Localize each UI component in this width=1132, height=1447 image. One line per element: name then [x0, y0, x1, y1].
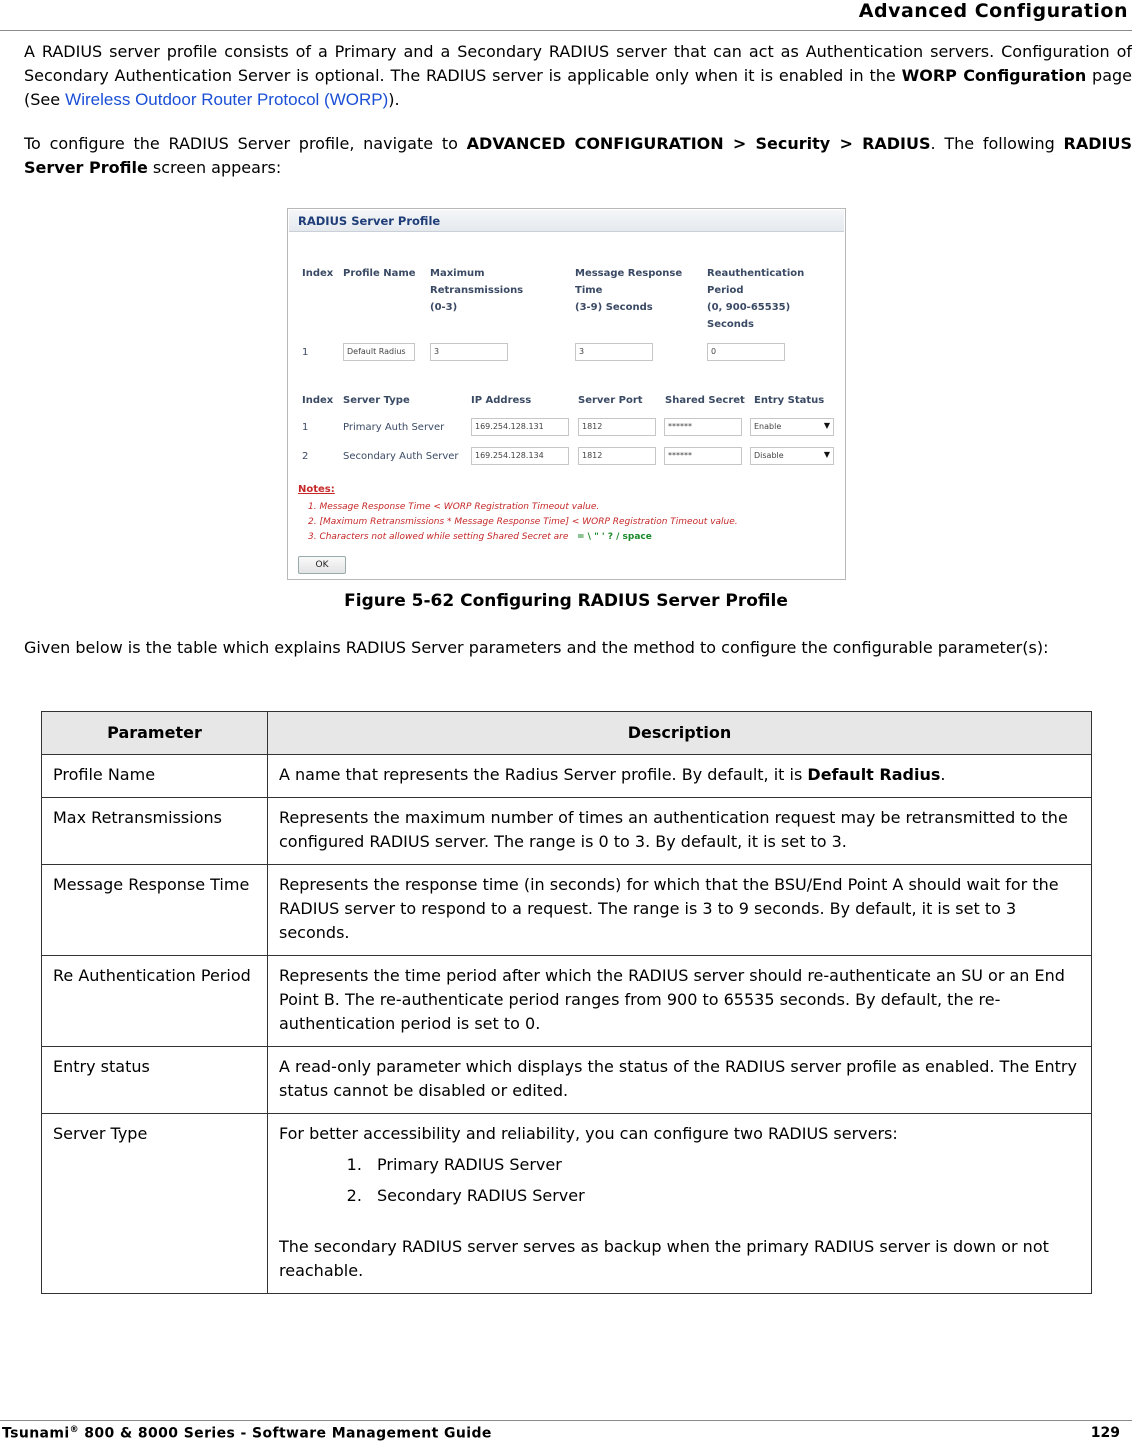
page-header-title: Advanced Configuration: [858, 0, 1128, 22]
server-2-status-select[interactable]: [750, 447, 834, 465]
col-description: Description: [268, 712, 1092, 755]
srv-hdr-ip: IP Address: [471, 395, 532, 406]
worp-link[interactable]: Wireless Outdoor Router Protocol (WORP): [65, 90, 389, 109]
intro-paragraph-1: [24, 40, 1132, 112]
note-1: 1. Message Response Time < WORP Registration Timeout value.: [308, 502, 600, 512]
note-3: [308, 529, 652, 545]
server-list: [279, 1149, 1081, 1211]
param-cell: Message Response Time: [42, 865, 268, 956]
list-item: 2. Secondary RADIUS Server: [367, 1180, 1081, 1211]
srv-hdr-port: Server Port: [578, 395, 643, 406]
note-2: 2. [Maximum Retransmissions * Message Response Time] < WORP Registration Timeout value.: [308, 517, 738, 527]
server-1-ip-input[interactable]: 169.254.128.131: [471, 418, 569, 436]
server-1-status-value: Enable: [754, 422, 782, 431]
desc-cell: [268, 1114, 1092, 1294]
server-2-type: Secondary Auth Server: [343, 451, 459, 462]
srv-hdr-secret: Shared Secret: [665, 395, 745, 406]
desc-text: A name that represents the Radius Server profile. By default, it is: [279, 765, 808, 784]
server-1-secret-input[interactable]: ******: [664, 418, 742, 436]
intro-paragraph-2: [24, 132, 1132, 180]
desc-cell: Represents the response time (in seconds) for which that the BSU/End Point A should wait for the RADIUS server to respond to a request. The range is 3 to 9 seconds. By default, it is set to 3 seconds.: [268, 865, 1092, 956]
footer-guide-name: 800 & 8000 Series - Software Management Guide: [79, 1425, 492, 1442]
nav-path-bold: ADVANCED CONFIGURATION > Security > RADIUS: [466, 134, 931, 153]
desc-end: .: [940, 765, 946, 784]
ok-button[interactable]: OK: [298, 556, 346, 574]
hdr-msg-resp-1: Message Response: [575, 268, 683, 279]
table-row: [42, 1047, 1092, 1114]
desc-bold: Default Radius: [807, 765, 941, 784]
note-3-text: 3. Characters not allowed while setting Shared Secret are: [308, 532, 569, 542]
param-cell: Max Retransmissions: [42, 798, 268, 865]
server-2-index: 2: [302, 451, 309, 462]
srv-hdr-type: Server Type: [343, 395, 410, 406]
desc-cell: Represents the maximum number of times an authentication request may be retransmitted to the configured RADIUS server. The range is 0 to 3. By default, it is set to 3.: [268, 798, 1092, 865]
intro-text: A RADIUS server profile consists of a Primary and a Secondary RADIUS server that can act as Authentication servers. Configuration of Secondary Authentication Server is optional. The RADIUS server is applicable only when it is enabled in the: [24, 42, 1132, 85]
param-cell: Server Type: [42, 1114, 268, 1294]
chevron-down-icon: ▼: [823, 421, 830, 430]
footer-product-name: Tsunami: [2, 1425, 70, 1442]
max-retx-input[interactable]: 3: [430, 343, 508, 361]
profile-name-input[interactable]: Default Radius: [343, 343, 415, 361]
radius-profile-screenshot: [287, 208, 846, 580]
hdr-index: Index: [302, 268, 334, 279]
server-1-port-input[interactable]: 1812: [578, 418, 656, 436]
server-2-status-value: Disable: [754, 451, 784, 460]
param-cell: Entry status: [42, 1047, 268, 1114]
notes-title: Notes:: [298, 484, 335, 495]
table-row: [42, 865, 1092, 956]
page-number: 129: [1090, 1425, 1120, 1441]
footer-product: [2, 1425, 492, 1442]
chevron-down-icon: ▼: [823, 450, 830, 459]
desc-text-2: The secondary RADIUS server serves as backup when the primary RADIUS server is down or not reachable.: [279, 1237, 1049, 1280]
desc-text: For better accessibility and reliability, you can configure two RADIUS servers:: [279, 1124, 898, 1143]
table-row: [42, 956, 1092, 1047]
table-header-row: [42, 712, 1092, 755]
intro-text-see: page (See: [24, 66, 1132, 109]
server-1-index: 1: [302, 422, 309, 433]
list-item: 1. Primary RADIUS Server: [367, 1149, 1081, 1180]
reauth-input[interactable]: 0: [707, 343, 785, 361]
server-2-port-input[interactable]: 1812: [578, 447, 656, 465]
hdr-reauth-3: (0, 900-65535): [707, 302, 791, 313]
hdr-profile-name: Profile Name: [343, 268, 416, 279]
table-row: [42, 1114, 1092, 1294]
header-divider: [0, 30, 1132, 31]
note-3-chars: = \ " ' ? / space: [576, 532, 652, 542]
footer-reg-mark: ®: [69, 1425, 79, 1435]
hdr-reauth-2: Period: [707, 285, 744, 296]
hdr-msg-resp-2: Time: [575, 285, 603, 296]
param-cell: Profile Name: [42, 755, 268, 798]
hdr-reauth-1: Reauthentication: [707, 268, 805, 279]
srv-hdr-status: Entry Status: [754, 395, 825, 406]
server-2-ip-input[interactable]: 169.254.128.134: [471, 447, 569, 465]
table-row: [42, 755, 1092, 798]
screen-name-bold: RADIUS Server Profile: [24, 134, 1132, 177]
nav-text-following: . The following: [930, 134, 1064, 153]
server-1-type: Primary Auth Server: [343, 422, 445, 433]
desc-cell: A read-only parameter which displays the status of the RADIUS server profile as enabled. The Entry status cannot be disabled or edited.: [268, 1047, 1092, 1114]
hdr-max-retx-2: Retransmissions: [430, 285, 524, 296]
intro-text-end: ).: [388, 90, 400, 109]
worp-config-bold: WORP Configuration: [901, 66, 1087, 85]
table-row: [42, 798, 1092, 865]
table-intro: Given below is the table which explains RADIUS Server parameters and the method to configure the configurable parameter(s):: [24, 638, 1049, 657]
col-parameter: Parameter: [42, 712, 268, 755]
screenshot-title: RADIUS Server Profile: [289, 210, 844, 232]
figure-caption: Figure 5-62 Configuring RADIUS Server Profile: [344, 591, 788, 611]
server-1-status-select[interactable]: [750, 418, 834, 436]
nav-text-end: screen appears:: [147, 158, 282, 177]
parameter-table: [41, 711, 1092, 1294]
server-2-secret-input[interactable]: ******: [664, 447, 742, 465]
desc-cell: Represents the time period after which the RADIUS server should re-authenticate an SU or an End Point B. The re-authenticate period ranges from 900 to 65535 seconds. By default, the re-authentication period is set to 0.: [268, 956, 1092, 1047]
desc-cell: [268, 755, 1092, 798]
hdr-max-retx-1: Maximum: [430, 268, 485, 279]
nav-text: To configure the RADIUS Server profile, navigate to: [24, 134, 467, 153]
msg-resp-input[interactable]: 3: [575, 343, 653, 361]
profile-index: 1: [302, 347, 309, 358]
hdr-max-retx-3: (0-3): [430, 302, 458, 313]
hdr-msg-resp-3: (3-9) Seconds: [575, 302, 653, 313]
footer-divider: [0, 1420, 1132, 1421]
hdr-reauth-4: Seconds: [707, 319, 755, 330]
param-cell: Re Authentication Period: [42, 956, 268, 1047]
srv-hdr-index: Index: [302, 395, 334, 406]
